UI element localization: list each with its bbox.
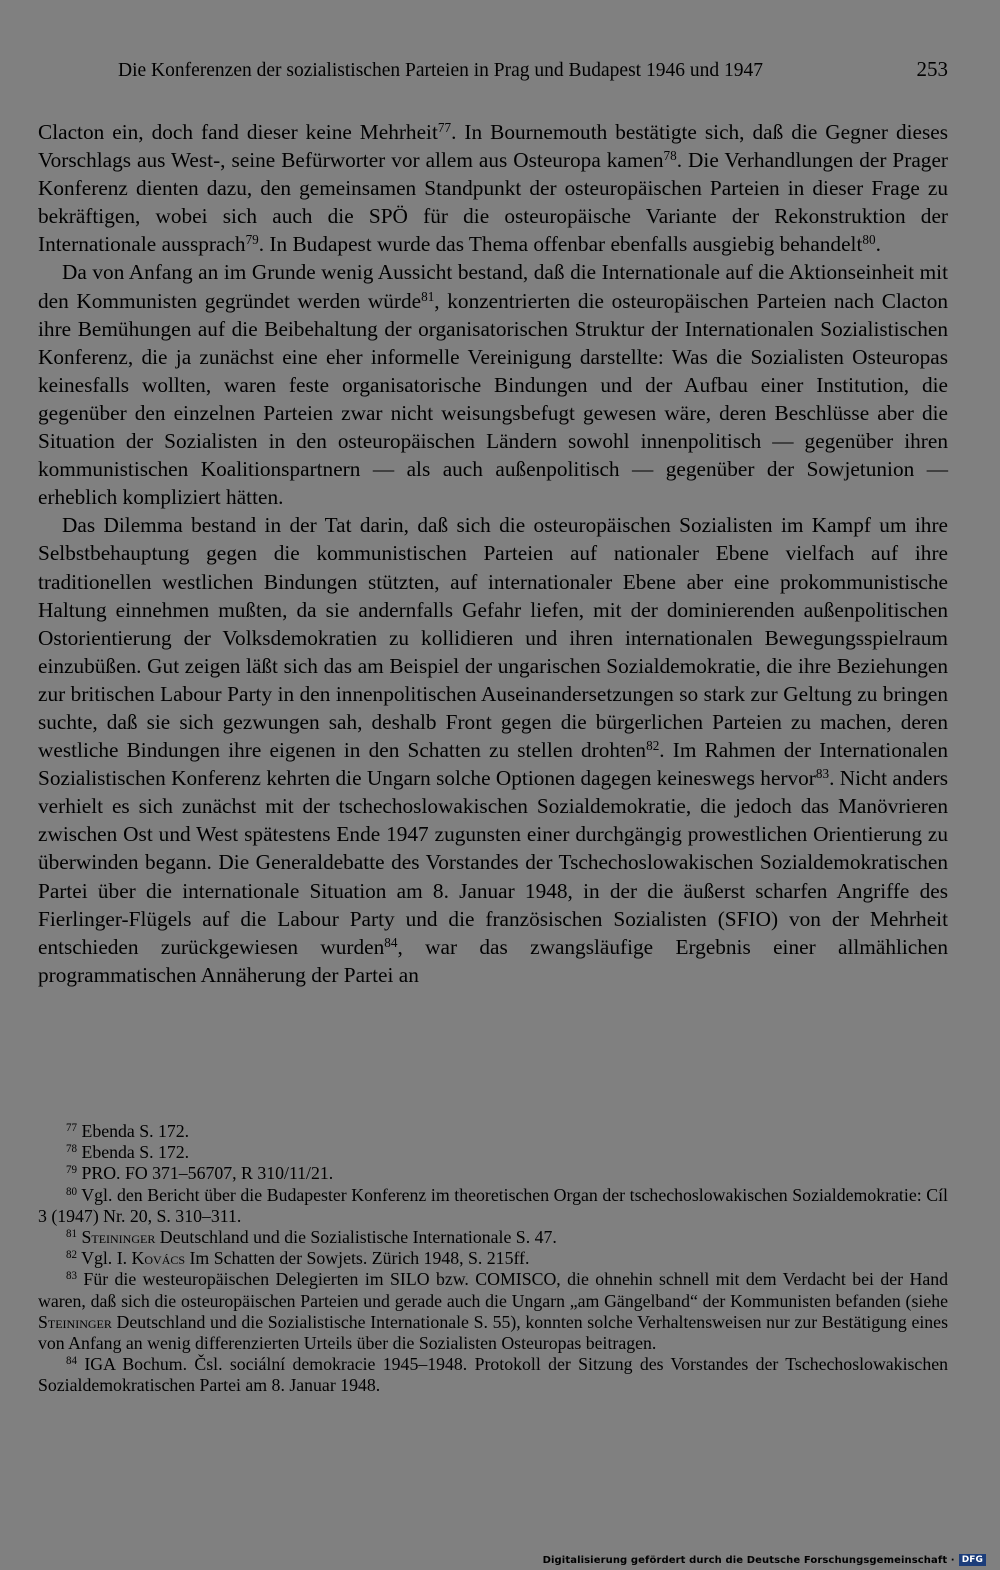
text-run: Clacton ein, doch fand dieser keine Mehrheit (38, 120, 438, 144)
footnote (38, 1163, 948, 1184)
footnote-ref: 84 (384, 934, 398, 950)
text-run: Ebenda S. 172. (77, 1142, 190, 1163)
text-run: . In Bournemouth bestätigte sich, daß die Gegner dieses Vorschlags aus West-, seine Befürworter vor allem aus Osteuropa kamen (38, 120, 948, 173)
footnote-ref: 81 (66, 1227, 78, 1240)
footnote-ref: 81 (421, 288, 435, 304)
text-run: Da von Anfang an im Grunde wenig Aussicht bestand, daß die Internationale auf die Aktionseinheit mit den Kommunisten gegründet werden würde (38, 260, 948, 313)
text-run: Vgl. den Bericht über die Budapester Konferenz im theoretischen Organ der tschechoslowakischen Sozialdemokratie: Cíl 3 (1947) Nr. 20, S. 310–311. (38, 1184, 948, 1226)
footnote-ref: 77 (66, 1121, 78, 1134)
footnote-ref: 77 (437, 119, 452, 135)
footnote-ref: 83 (815, 765, 830, 781)
footnote (38, 1121, 948, 1142)
footnote-ref: 79 (245, 232, 259, 248)
text-run: . Nicht anders verhielt es sich zunächst mit der tschechoslowakischen Sozialdemokratie, die jedoch das Manövrieren zwischen Ost und West spätestens Ende 1947 zugunsten einer durchgängig prowestlichen Orientierung zu überwinden begann. Die Generaldebatte des Vorstandes der Tschechoslowakischen Sozialdemokratischen Partei über die internationale Situation am 8. Januar 1948, in der die äußerst scharfen Angriffe des Fierlinger-Flügels auf die Labour Party und die französischen Sozialisten (SFIO) von der Mehrheit entschieden zurückgewiesen wurden (38, 766, 948, 959)
page-number: 253 (916, 57, 948, 81)
footnote-ref: 82 (646, 737, 660, 753)
footnote-ref: 84 (66, 1355, 78, 1368)
dfg-logo: DFG (959, 1554, 986, 1566)
footnote (38, 1354, 948, 1396)
footnote (38, 1142, 948, 1163)
text-run: . Die Verhandlungen der Prager Konferenz dienten dazu, den gemeinsamen Standpunkt der osteuropäischen Parteien in dieser Frage zu bekräftigen, wobei sich auch die SPÖ für die osteuropäische Variante der Rekonstruktion der Internationale aussprach (38, 148, 949, 257)
text-run: Deutschland und die Sozialistische Internationale S. 47. (155, 1227, 557, 1248)
text-run: IGA Bochum. Čsl. sociální demokracie 1945–1948. Protokoll der Sitzung des Vorstandes der Tschechoslowakischen Sozialdemokratischen Partei am 8. Januar 1948. (38, 1354, 948, 1396)
paragraph (38, 511, 948, 989)
author-name: Steininger (81, 1227, 156, 1248)
text-run: PRO. FO 371–56707, R 310/11/21. (77, 1163, 334, 1184)
text-run: , war das zwangsläufige Ergebnis einer allmählichen programmatischen Annäherung der Partei an (38, 934, 948, 987)
text-run: Das Dilemma bestand in der Tat darin, daß sich die osteuropäischen Sozialisten im Kampf um ihre Selbstbehauptung gegen die kommunistischen Parteien auf nationaler Ebene vielfach auf ihre traditionellen westlichen Bindungen stützten, auf internationaler Ebene aber eine prokommunistische Haltung einnehmen mußten, da sie andernfalls Gefahr liefen, mit der dominierenden außenpolitischen Ostorientierung der Volksdemokratien zu kollidieren und ihren internationalen Bewegungsspielraum einzubüßen. Gut zeigen läßt sich das am Beispiel der ungarischen Sozialdemokratie, die ihre Beziehungen zur britischen Labour Party in den innenpolitischen Auseinandersetzungen so stark zur Geltung zu bringen suchte, daß sie sich gezwungen sah, deshalb Front gegen die bürgerlichen Parteien zu machen, deren westliche Bindungen ihre eigenen in den Schatten zu stellen drohten (38, 513, 948, 763)
running-title: Die Konferenzen der sozialistischen Parteien in Prag und Budapest 1946 und 1947 (118, 60, 763, 81)
paragraph (38, 118, 948, 258)
footnote-ref: 79 (66, 1164, 78, 1177)
text-run: . In Budapest wurde das Thema offenbar ebenfalls ausgiebig behandelt (258, 232, 863, 257)
author-name: Kovács (131, 1248, 186, 1269)
footnote (38, 1248, 948, 1269)
paragraph (38, 258, 948, 511)
text-run: Für die westeuropäischen Delegierten im SILO bzw. COMISCO, die ohnehin schnell mit dem Verdacht bei der Hand waren, daß sich die osteuropäischen Parteien und gerade auch die Ungarn „am Gängelband“ der Kommunisten befanden (siehe (38, 1269, 948, 1311)
footnote (38, 1227, 948, 1248)
digitization-text: Digitalisierung gefördert durch die Deutsche Forschungsgemeinschaft · (542, 1554, 955, 1566)
text-run: . (875, 232, 881, 257)
author-name: Steininger (38, 1311, 112, 1332)
text-run: Vgl. I. (77, 1248, 132, 1269)
footnote-ref: 83 (66, 1270, 78, 1283)
text-run: . Im Rahmen der Internationalen Sozialistischen Konferenz kehrten die Ungarn solche Optionen dagegen keineswegs hervor (38, 738, 948, 791)
text-run: Deutschland und die Sozialistische Internationale S. 55), konnten solche Verhaltensweisen nur zur Bestätigung eines von Anfang an wenig differenzierten Urteils über die Sozialisten Osteuropas beitragen. (38, 1311, 948, 1354)
text-run: Im Schatten der Sowjets. Zürich 1948, S. 215ff. (185, 1248, 530, 1269)
footnote-ref: 80 (66, 1185, 78, 1198)
footnote-ref: 78 (66, 1143, 78, 1156)
text-run: , konzentrierten die osteuropäischen Parteien nach Clacton ihre Bemühungen auf die Beibehaltung der organisatorischen Struktur der Internationalen Sozialistischen Konferenz, die ja zunächst eine eher informelle Vereinigung darstellte: Was die Sozialisten Osteuropas keinesfalls wollten, waren feste organisatorische Bindungen und der Aufbau einer Institution, die gegenüber den einzelnen Parteien zwar nicht weisungsbefugt gewesen wäre, deren Beschlüsse aber die Situation der Sozialisten in den osteuropäischen Ländern sowohl innenpolitisch — gegenüber ihren kommunistischen Koalitionspartnern — als auch außenpolitisch — gegenüber der Sowjetunion — erheblich kompliziert hätten. (38, 288, 948, 510)
footnote (38, 1269, 948, 1354)
footnotes (38, 1121, 948, 1397)
footnote-ref: 80 (862, 232, 876, 248)
digitization-note (543, 1554, 986, 1566)
footnote (38, 1185, 948, 1227)
body-text (38, 118, 948, 989)
footnote-ref: 78 (663, 147, 677, 163)
footnote-ref: 82 (66, 1249, 78, 1262)
text-run: Ebenda S. 172. (77, 1121, 190, 1141)
